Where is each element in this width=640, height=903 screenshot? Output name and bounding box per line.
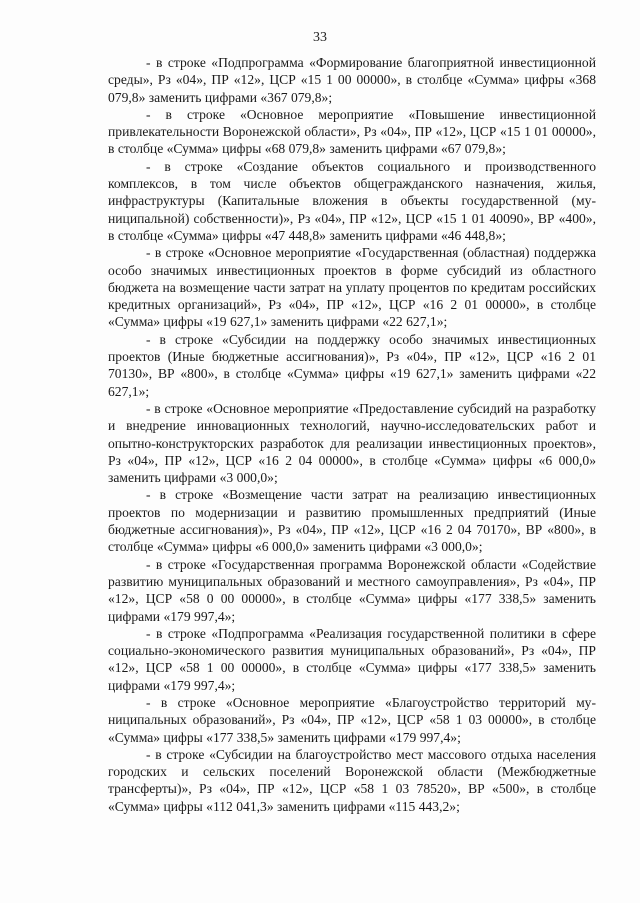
paragraph: - в строке «Подпрограмма «Реализация государственной политики в сфере социально-экономического развития муниципальных образований», Рз «04», ПР «12», ЦСР «58 1 00 00000», в столбце «Сумма» цифры «177 338,5» заменить цифрами «179 997,4»; [108,625,596,693]
paragraph: - в строке «Основное мероприятие «Благоустройство территорий муниципальных образований», Рз «04», ПР «12», ЦСР «58 1 03 00000», в столбце «Сумма» цифры «177 338,5» заменить цифрами «179 997,4»; [108,694,596,745]
paragraph: - в строке «Подпрограмма «Формирование благоприятной инвестиционной среды», Рз «04», ПР «12», ЦСР «15 1 00 00000», в столбце «Сумма» цифры «368 079,8» заменить цифрами «367 079,8»; [108,55,596,105]
paragraph: - в строке «Основное мероприятие «Предоставление субсидий на разработку и внедрение инновационных технологий, научно-исследовательских работ и опытно-конструкторских разработок для реализации инвестиционных проектов», Рз «04», ПР «12», ЦСР «16 2 04 00000», в столбце «Сумма» цифры «6 000,0» заменить цифрами «3 000,0»; [108,400,596,486]
document-body [108,54,596,815]
paragraph: - в строке «Субсидии на поддержку особо значимых инвестиционных проектов (Иные бюджетные ассигнования)», Рз «04», ПР «12», ЦСР «16 2 01 70130», ВР «800», в столбце «Сумма» цифры «19 627,1» заменить цифрами «22 627,1»; [108,331,596,399]
page-number: 33 [313,30,327,45]
paragraph: - в строке «Основное мероприятие «Повышение инвестиционной привлекательности Воронежской области», Рз «04», ПР «12», ЦСР «15 1 01 00000», в столбце «Сумма» цифры «68 079,8» заменить цифрами «67 079,8»; [108,106,596,157]
paragraph: - в строке «Создание объектов социального и производственного комплексов, в том числе объектов общегражданского назначения, жилья, инфраструктуры (Капитальные вложения в объекты государственной (муниципальной) собственности)», Рз «04», ПР «12», ЦСР «15 1 01 40090», ВР «400», в столбце «Сумма» цифры «47 448,8» заменить цифрами «46 448,8»; [108,158,596,243]
paragraph: - в строке «Государственная программа Воронежской области «Содействие развитию муниципальных образований и местного самоуправления», Рз «04», ПР «12», ЦСР «58 0 00 00000», в столбце «Сумма» цифры «177 338,5» заменить цифрами «179 997,4»; [108,556,596,624]
paragraph: - в строке «Возмещение части затрат на реализацию инвестиционных проектов по модернизации и развитию промышленных предприятий (Иные бюджетные ассигнования)», Рз «04», ПР «12», ЦСР «16 2 04 70170», ВР «800», в столбце «Сумма» цифры «6 000,0» заменить цифрами «3 000,0»; [108,487,596,555]
paragraph: - в строке «Основное мероприятие «Государственная (областная) поддержка особо значимых инвестиционных проектов в форме субсидий из областного бюджета на возмещение части затрат на уплату процентов по кредитам российских кредитных организаций», Рз «04», ПР «12», ЦСР «16 2 01 00000», в столбце «Сумма» цифры «19 627,1» заменить цифрами «22 627,1»; [108,245,596,330]
paragraph: - в строке «Субсидии на благоустройство мест массового отдыха населения городских и сельских поселений Воронежской области (Межбюджетные трансферты)», Рз «04», ПР «12», ЦСР «58 1 03 78520», ВР «500», в столбце «Сумма» цифры «112 041,3» заменить цифрами «115 443,2»; [108,746,596,814]
